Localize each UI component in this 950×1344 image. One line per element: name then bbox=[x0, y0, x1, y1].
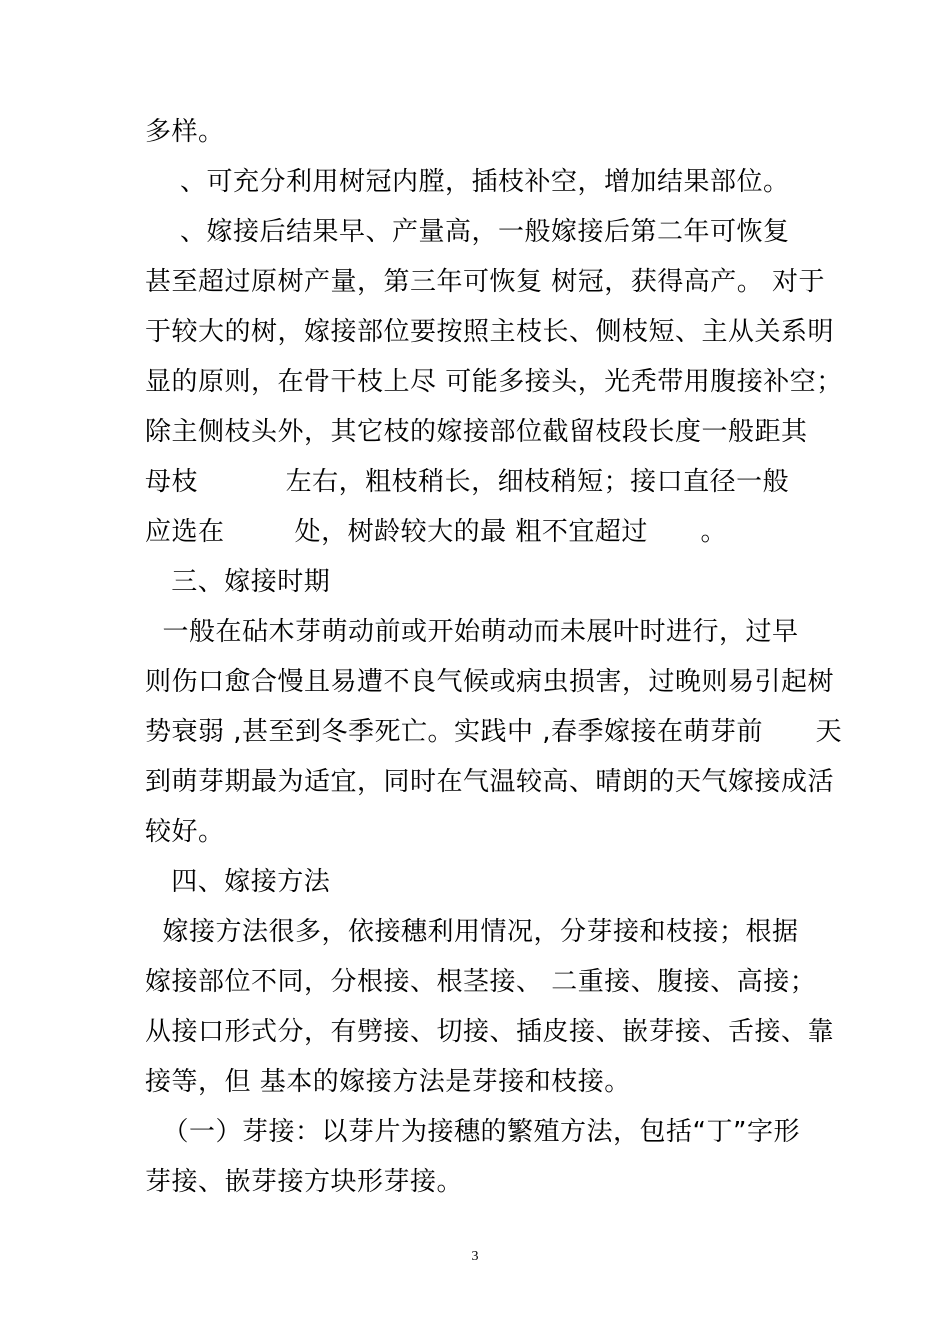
text-line: 甚至超过原树产量，第三年可恢复 树冠，获得高产。 对于 bbox=[145, 267, 826, 297]
text-line: 嫁接部位不同，分根接、根茎接、 二重接、腹接、高接； bbox=[145, 967, 817, 997]
text-line: 从接口形式分，有劈接、切接、插皮接、嵌芽接、舌接、靠 bbox=[145, 1017, 835, 1047]
page-number: 3 bbox=[471, 1249, 479, 1264]
text-line: 多样。 bbox=[145, 117, 225, 147]
text-line: 到萌芽期最为适宜，同时在气温较高、晴朗的天气嫁接成活 bbox=[145, 767, 835, 797]
text-line: 应选在 处，树龄较大的最 粗不宜超过 。 bbox=[145, 517, 727, 547]
text-line: 、嫁接后结果早、产量高，一般嫁接后第二年可恢复 bbox=[145, 217, 790, 247]
text-line: 除主侧枝头外，其它枝的嫁接部位截留枝段长度一般距其 bbox=[145, 417, 808, 447]
text-line: 、可充分利用树冠内膛，插枝补空，增加结果部位。 bbox=[145, 167, 790, 197]
text-line: 于较大的树，嫁接部位要按照主枝长、侧枝短、主从关系明 bbox=[145, 317, 835, 347]
text-line: 一般在砧木芽萌动前或开始萌动而未展叶时进行，过早 bbox=[145, 617, 799, 647]
text-line: 势衰弱 ,甚至到冬季死亡。实践中 ,春季嫁接在萌芽前 天 bbox=[145, 717, 843, 747]
text-line: 显的原则，在骨干枝上尽 可能多接头，光秃带用腹接补空； bbox=[145, 367, 843, 397]
text-line: 母枝 左右，粗枝稍长，细枝稍短；接口直径一般 bbox=[145, 467, 790, 497]
text-line: （一）芽接：以芽片为接穗的繁殖方法，包括“丁”字形 bbox=[145, 1117, 800, 1147]
section-heading: 三、嫁接时期 bbox=[145, 567, 331, 597]
text-line: 嫁接方法很多，依接穗利用情况，分芽接和枝接；根据 bbox=[145, 917, 799, 947]
text-line: 则伤口愈合慢且易遭不良气候或病虫损害，过晚则易引起树 bbox=[145, 667, 835, 697]
section-heading: 四、嫁接方法 bbox=[145, 867, 331, 897]
text-line: 芽接、嵌芽接方块形芽接。 bbox=[145, 1167, 464, 1197]
text-line: 接等，但 基本的嫁接方法是芽接和枝接。 bbox=[145, 1067, 631, 1097]
text-line: 较好。 bbox=[145, 817, 225, 847]
